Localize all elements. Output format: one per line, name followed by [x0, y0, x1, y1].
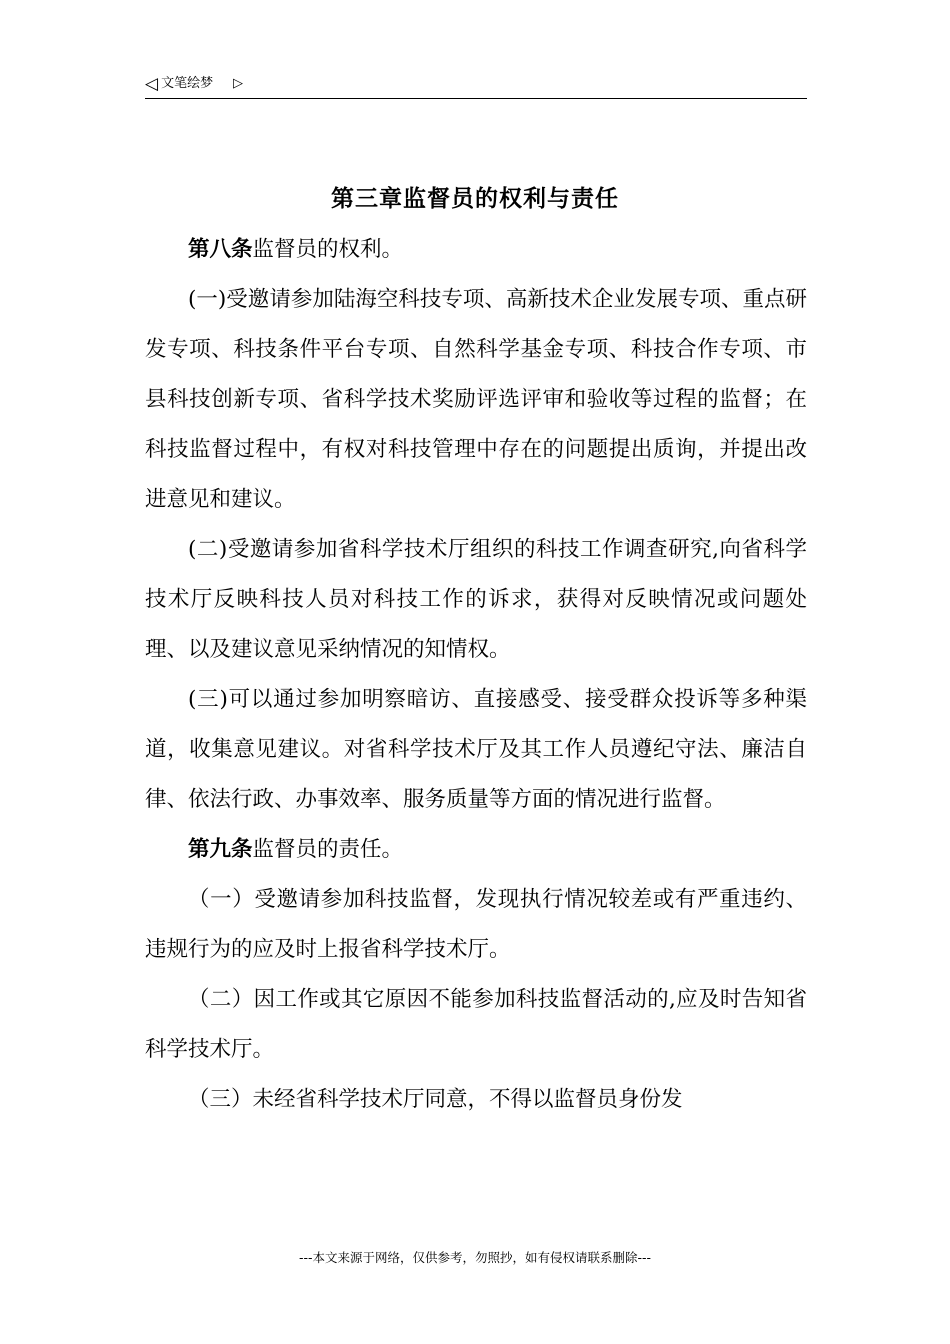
page-footer: ---本文来源于网络，仅供参考，勿照抄，如有侵权请联系删除--- — [298, 1250, 652, 1265]
article-9-item-2: （二）因工作或其它原因不能参加科技监督活动的,应及时告知省科学技术厅。 — [145, 987, 807, 1062]
triangle-right-icon: ▷ — [233, 76, 243, 91]
article-8 — [145, 225, 807, 275]
article-9-item-1: （一）受邀请参加科技监督，发现执行情况较差或有严重违约、违规行为的应及时上报省科学技术厅。 — [145, 887, 807, 962]
article-9-item-3: （三）未经省科学技术厅同意，不得以监督员身份发 — [188, 1087, 683, 1112]
article-9-head: 第九条 — [188, 837, 253, 862]
article-8-text: 监督员的权利。 — [252, 237, 404, 262]
header-brand — [145, 74, 213, 94]
header-text: 文笔绘梦 — [161, 76, 214, 91]
article-8-head: 第八条 — [188, 237, 253, 262]
article-8-item-2: (二)受邀请参加省科学技术厅组织的科技工作调查研究,向省科学技术厅反映科技人员对科技工作的诉求，获得对反映情况或问题处理、以及建议意见采纳情况的知情权。 — [145, 537, 807, 662]
article-8-item-3: (三)可以通过参加明察暗访、直接感受、接受群众投诉等多种渠道，收集意见建议。对省科学技术厅及其工作人员遵纪守法、廉洁自律、依法行政、办事效率、服务质量等方面的情况进行监督。 — [145, 687, 807, 812]
triangle-left-icon: ◁ — [145, 74, 159, 94]
article-9 — [145, 825, 807, 875]
article-8-item-1: (一)受邀请参加陆海空科技专项、高新技术企业发展专项、重点研发专项、科技条件平台专项、自然科学基金专项、科技合作专项、市县科技创新专项、省科学技术奖励评选评审和验收等过程的监督；在科技监督过程中，有权对科技管理中存在的问题提出质询，并提出改进意见和建议。 — [145, 287, 807, 512]
page-header — [145, 74, 807, 99]
chapter-title: 第三章监督员的权利与责任 — [331, 186, 619, 212]
document-body — [145, 225, 807, 1125]
article-9-text: 监督员的责任。 — [252, 837, 404, 862]
